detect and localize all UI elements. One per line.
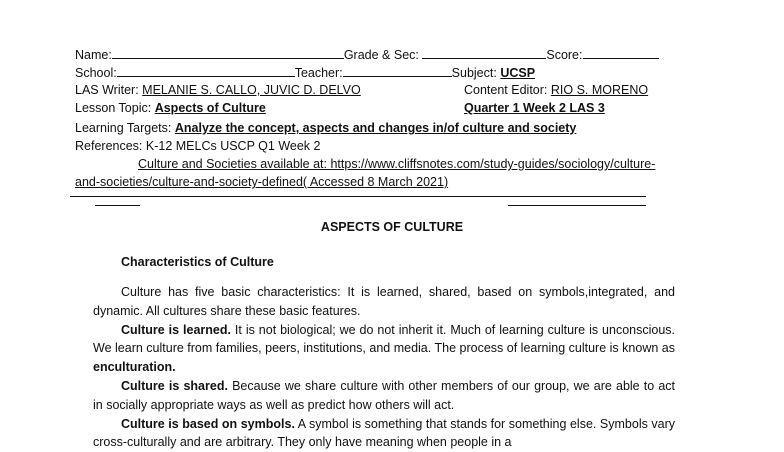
source-link-line-1[interactable]: Culture and Societies available at: https://www.cliffsnotes.com/study-guides/sociology/culture- bbox=[138, 157, 656, 171]
name-label: Name: bbox=[75, 48, 112, 62]
targets-value: Analyze the concept, aspects and changes in/of culture and society bbox=[174, 121, 577, 135]
targets-label: Learning Targets: bbox=[75, 121, 172, 135]
symbols-lead: Culture is based on symbols. bbox=[121, 416, 295, 431]
topic-value: Aspects of Culture bbox=[154, 101, 266, 115]
teacher-label: Teacher: bbox=[294, 66, 343, 80]
symbols-text: A symbol is something that stands for something else. Symbols vary cross-culturally and are arbitrary. They only have meaning when people in a bbox=[93, 416, 675, 450]
references-line: References: K-12 MELCs USCP Q1 Week 2 bbox=[75, 139, 321, 153]
school-row bbox=[75, 65, 535, 81]
writer-row bbox=[75, 83, 392, 98]
shared-paragraph bbox=[93, 377, 675, 415]
name-field[interactable] bbox=[112, 47, 344, 59]
quarter-label: Quarter 1 Week 2 LAS 3 bbox=[464, 101, 605, 115]
score-field[interactable] bbox=[583, 47, 659, 59]
writer-value: MELANIE S. CALLO, JUVIC D. DELVO bbox=[142, 83, 361, 97]
editor-value: RIO S. MORENO bbox=[550, 83, 649, 97]
editor-label: Content Editor: bbox=[464, 83, 548, 97]
editor-row bbox=[464, 83, 648, 98]
body-text bbox=[93, 283, 675, 452]
divider-accent-left bbox=[95, 205, 140, 206]
page-title: ASPECTS OF CULTURE bbox=[320, 220, 464, 234]
writer-label: LAS Writer: bbox=[75, 83, 139, 97]
school-field[interactable] bbox=[117, 65, 295, 77]
learned-paragraph bbox=[93, 321, 675, 377]
topic-label: Lesson Topic: bbox=[75, 101, 152, 115]
divider-accent-right bbox=[508, 205, 646, 206]
school-label: School: bbox=[75, 66, 117, 80]
intro-paragraph: Culture has five basic characteristics: It is learned, shared, based on symbols,integrated, and dynamic. All cultures share these basic features. bbox=[93, 285, 675, 318]
topic-row bbox=[75, 101, 450, 116]
score-label: Score: bbox=[546, 48, 583, 62]
grade-label: Grade & Sec: bbox=[343, 48, 419, 62]
subject-value: UCSP bbox=[500, 66, 536, 80]
learned-lead: Culture is learned. bbox=[121, 322, 231, 337]
teacher-field[interactable] bbox=[343, 65, 452, 77]
learned-term: enculturation. bbox=[93, 360, 176, 375]
section-heading: Characteristics of Culture bbox=[121, 255, 274, 269]
grade-field[interactable] bbox=[422, 47, 546, 59]
header-divider bbox=[70, 196, 646, 197]
learned-text: It is not biological; we do not inherit it. Much of learning culture is unconscious. We learn culture from families, peers, institutions, and media. The process of learning culture is known as bbox=[93, 322, 675, 356]
shared-text: Because we share culture with other members of our group, we are able to act in socially appropriate ways as well as predict how others will act. bbox=[93, 378, 676, 412]
targets-row bbox=[75, 121, 576, 136]
source-link-line-2[interactable]: and-societies/culture-and-society-defined( Accessed 8 March 2021) bbox=[75, 175, 449, 189]
shared-lead: Culture is shared. bbox=[121, 378, 228, 393]
symbols-paragraph bbox=[93, 415, 675, 452]
name-row bbox=[75, 47, 659, 63]
subject-label: Subject: bbox=[451, 66, 497, 80]
